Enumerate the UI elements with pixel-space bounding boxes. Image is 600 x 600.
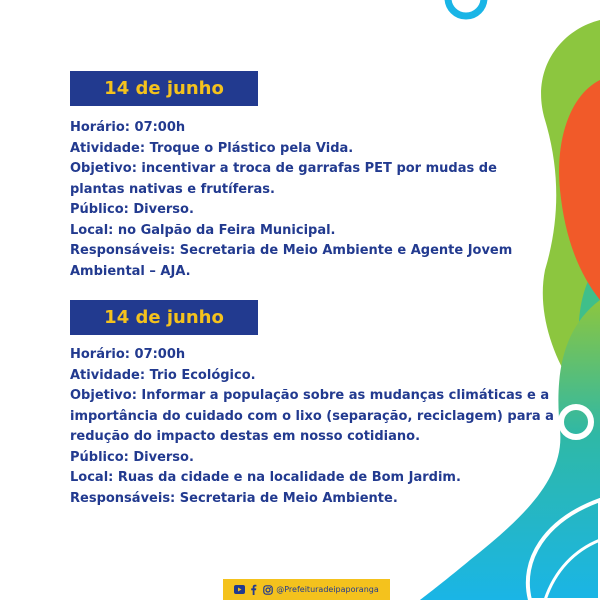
time-line: Horário: 07:00h bbox=[70, 347, 186, 362]
social-footer bbox=[223, 579, 390, 600]
date-header-2: 14 de junho bbox=[70, 300, 258, 335]
responsible-line: Responsáveis: Secretaria de Meio Ambiente. bbox=[70, 490, 398, 506]
objective-line: Objetivo: incentivar a troca de garrafas PET por mudas de bbox=[70, 161, 497, 176]
audience-line: Público: Diverso. bbox=[70, 202, 194, 217]
facebook-icon[interactable] bbox=[248, 584, 259, 595]
time-line: Horário: 07:00h bbox=[70, 120, 186, 135]
location-line: Local: Ruas da cidade e na localidade de Bom Jardim. bbox=[70, 470, 461, 485]
event-details-2 bbox=[70, 345, 554, 509]
date-header-1: 14 de junho bbox=[70, 71, 258, 106]
ring-top-shape bbox=[448, 0, 484, 16]
objective-line-cont: importância do cuidado com o lixo (separação, reciclagem) para a bbox=[70, 408, 554, 424]
objective-line: Objetivo: Informar a população sobre as mudanças climáticas e a bbox=[70, 388, 550, 403]
instagram-icon[interactable] bbox=[262, 584, 273, 595]
activity-line: Atividade: Trio Ecológico. bbox=[70, 367, 256, 383]
youtube-icon[interactable] bbox=[234, 584, 245, 595]
social-handle: @Prefeituradeipaporanga bbox=[276, 585, 379, 594]
location-line: Local: no Galpão da Feira Municipal. bbox=[70, 222, 336, 238]
responsible-line-cont: Ambiental – AJA. bbox=[70, 263, 191, 279]
responsible-line: Responsáveis: Secretaria de Meio Ambiente e Agente Jovem bbox=[70, 243, 513, 258]
activity-line: Atividade: Troque o Plástico pela Vida. bbox=[70, 140, 354, 156]
event-details-1 bbox=[70, 118, 540, 282]
audience-line: Público: Diverso. bbox=[70, 449, 194, 465]
objective-line-cont-2: redução do impacto destas em nosso cotidiano. bbox=[70, 429, 421, 444]
objective-line-cont: plantas nativas e frutíferas. bbox=[70, 181, 275, 197]
